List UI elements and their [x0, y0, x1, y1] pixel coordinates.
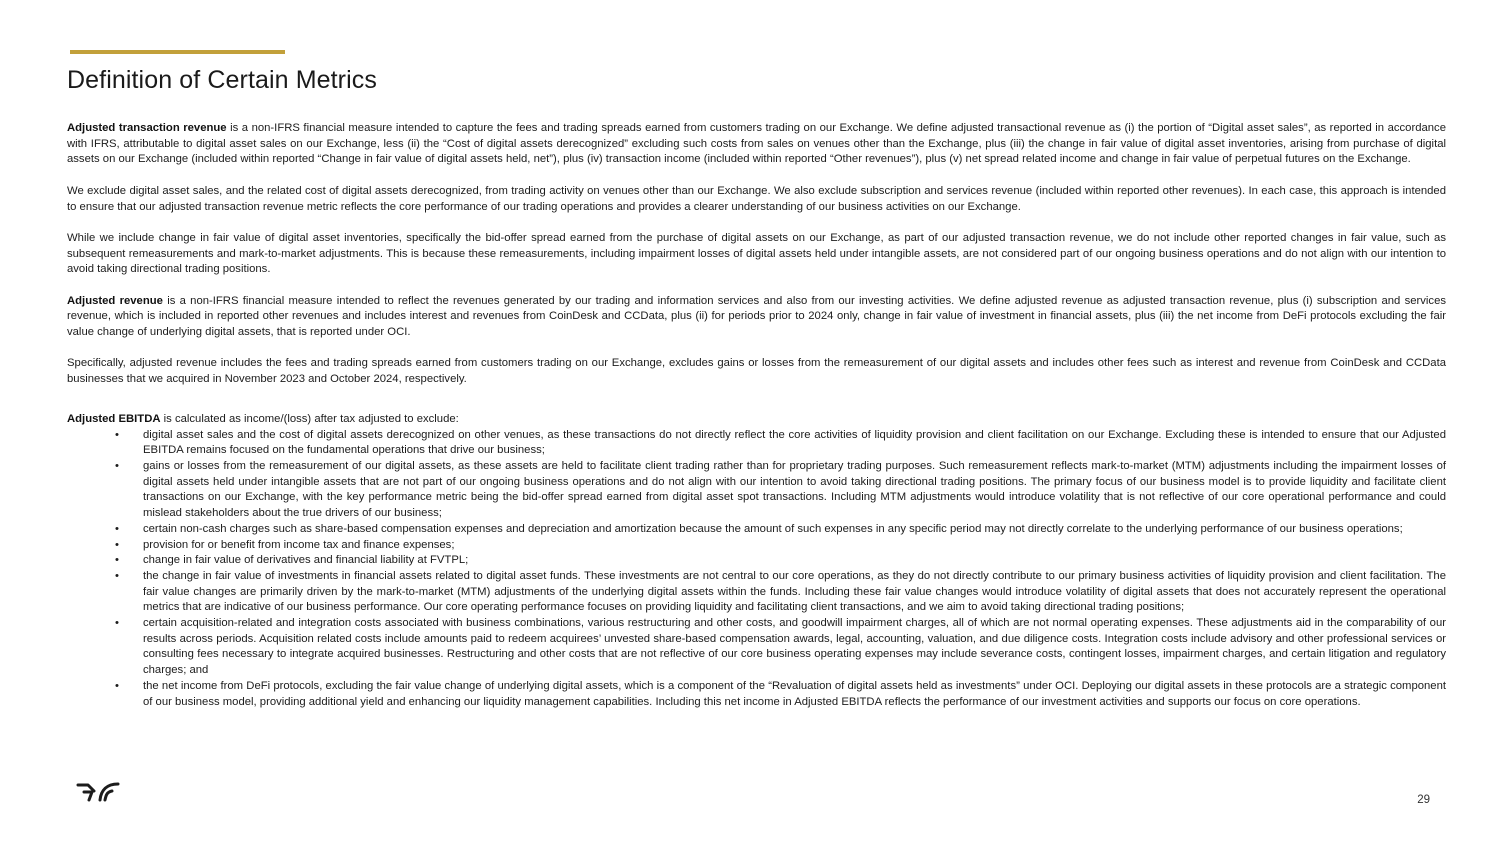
- exclusion-paragraph: We exclude digital asset sales, and the related cost of digital assets derecognized, from trading activity on venues other than our Exchange. We also exclude subscription and services revenue (included within reported other revenues). In each case, this approach is intended to ensure that our adjusted transaction revenue metric reflects the core performance of our trading operations and provides a clearer understanding of our business activities on our Exchange.: [67, 184, 1446, 213]
- fair-value-paragraph: While we include change in fair value of digital asset inventories, specifically the bid-offer spread earned from the purchase of digital assets on our Exchange, as part of our adjusted transaction revenue, we do not include other reported changes in fair value, such as subsequent remeasurements and mark-to-market adjustments. This is because these remeasurements, including impairment losses of digital assets held under intangible assets, are not considered part of our ongoing business operations and do not align with our intention to avoid taking directional trading positions.: [67, 231, 1446, 276]
- list-item-text: the change in fair value of investments in financial assets related to digital asset funds. These investments are not central to our core operations, as they do not directly contribute to our primary business activities of liquidity provision and client facilitation. The fair value changes are primarily driven by the mark-to-market (MTM) adjustments of the underlying digital assets within the funds. Including these fair value changes would introduce volatility of digital assets that does not accurately represent the operational metrics that are indicative of our business performance. Our core operating performance focuses on providing liquidity and facilitating client transactions, and we aim to avoid taking directional trading positions;: [143, 569, 1446, 614]
- list-item: [67, 553, 1446, 569]
- company-logo-icon: [76, 781, 120, 803]
- list-item: [67, 428, 1446, 459]
- list-item-text: digital asset sales and the cost of digital assets derecognized on other venues, as these transactions do not directly reflect the core activities of liquidity provision and client facilitation on our Exchange. Excluding these is intended to ensure that our Adjusted EBITDA remains focused on the fundamental operations that drive our business;: [143, 428, 1446, 457]
- ebitda-exclusions-list: [67, 428, 1446, 711]
- bullet-icon: •: [115, 428, 119, 441]
- list-item: [67, 616, 1446, 679]
- adjusted-revenue-term: Adjusted revenue: [67, 294, 163, 307]
- page-title: Definition of Certain Metrics: [67, 66, 377, 94]
- adjusted-revenue-definition: is a non-IFRS financial measure intended to reflect the revenues generated by our trading and information services and also from our investing activities. We define adjusted revenue as adjusted transaction revenue, plus (i) subscription and services revenue, which is included in reported other revenues and includes interest and revenues from CoinDesk and CCData, plus (ii) for periods prior to 2024 only, change in fair value of investment in financial assets, plus (iii) the net income from DeFi protocols excluding the fair value change of underlying digital assets, that is reported under OCI.: [67, 294, 1446, 339]
- list-item: [67, 569, 1446, 616]
- list-item-text: certain non-cash charges such as share-based compensation expenses and depreciation and amortization because the amount of such expenses in any specific period may not directly correlate to the underlying performance of our business operations;: [143, 522, 1403, 535]
- adjusted-revenue-paragraph: [67, 294, 1446, 341]
- page-number: 29: [1417, 794, 1430, 806]
- list-item-text: change in fair value of derivatives and financial liability at FVTPL;: [143, 554, 469, 567]
- list-item-text: provision for or benefit from income tax and finance expenses;: [143, 538, 455, 551]
- bullet-icon: •: [115, 538, 119, 551]
- bullet-icon: •: [115, 617, 119, 630]
- adjusted-ebitda-term: Adjusted EBITDA: [67, 412, 161, 425]
- metric-definitions: [67, 121, 1446, 710]
- bullet-icon: •: [115, 679, 119, 692]
- list-item: [67, 679, 1446, 710]
- adjusted-transaction-revenue-definition: is a non-IFRS financial measure intended to capture the fees and trading spreads earned from customers trading on our Exchange. We define adjusted transactional revenue as (i) the portion of “Digital asset sales”, as reported in accordance with IFRS, attributable to digital asset sales on our Exchange, less (ii) the “Cost of digital assets derecognized” excluding such costs from sales on venues other than the Exchange, plus (iii) the change in fair value of digital asset inventories, arising from purchase of digital assets on our Exchange (included within reported “Change in fair value of digital assets held, net”), plus (iv) transaction income (included within reported “Other revenues”), plus (v) net spread related income and change in fair value of perpetual futures on the Exchange.: [67, 122, 1446, 166]
- list-item: [67, 538, 1446, 554]
- list-item-text: gains or losses from the remeasurement of our digital assets, as these assets are held to facilitate client trading rather than for proprietary trading purposes. Such remeasurement reflects mark-to-market (MTM) adjustments including the impairment losses of digital assets held under intangible assets that are not part of our ongoing business operations and do not align with our intention to avoid taking directional trading positions. The primary focus of our business model is to provide liquidity and facilitate client transactions on our Exchange, with the key performance metric being the bid-offer spread earned from digital asset spot transactions. Including MTM adjustments would introduce volatility that is not reflective of our core operational performance and could mislead stakeholders about the true drivers of our business;: [143, 460, 1446, 520]
- list-item: [67, 459, 1446, 522]
- list-item-text: certain acquisition-related and integration costs associated with business combinations, various restructuring and other costs, and goodwill impairment charges, all of which are not normal operating expenses. These adjustments aid in the comparability of our results across periods. Acquisition related costs include amounts paid to redeem acquirees’ unvested share-based compensation awards, legal, accounting, valuation, and due diligence costs. Integration costs include advisory and other professional services or consulting fees necessary to integrate acquired businesses. Restructuring and other costs that are not reflective of our core business operating expenses may include severance costs, contingent losses, impairment charges, and certain litigation and regulatory charges; and: [143, 617, 1446, 677]
- bullet-icon: •: [115, 522, 119, 535]
- bullet-icon: •: [115, 569, 119, 582]
- title-accent-bar: [70, 50, 285, 54]
- adjusted-transaction-revenue-paragraph: [67, 121, 1446, 168]
- list-item-text: the net income from DeFi protocols, excluding the fair value change of underlying digital assets, which is a component of the “Revaluation of digital assets held as investments” under OCI. Deploying our digital assets in these protocols are a strategic component of our business model, providing additional yield and enhancing our liquidity management capabilities. Including this net income in Adjusted EBITDA reflects the performance of our investment activities and supports our focus on core operations.: [143, 679, 1446, 708]
- bullet-icon: •: [115, 554, 119, 567]
- adjusted-transaction-revenue-term: Adjusted transaction revenue: [67, 122, 227, 134]
- adjusted-revenue-detail-paragraph: Specifically, adjusted revenue includes the fees and trading spreads earned from customers trading on our Exchange, excludes gains or losses from the remeasurement of our digital assets and includes other fees such as interest and revenue from CoinDesk and CCData businesses that we acquired in November 2023 and October 2024, respectively.: [67, 357, 1446, 386]
- list-item: [67, 522, 1446, 538]
- adjusted-ebitda-paragraph: [67, 412, 1446, 428]
- bullet-icon: •: [115, 460, 119, 472]
- adjusted-ebitda-definition: is calculated as income/(loss) after tax adjusted to exclude:: [160, 412, 459, 425]
